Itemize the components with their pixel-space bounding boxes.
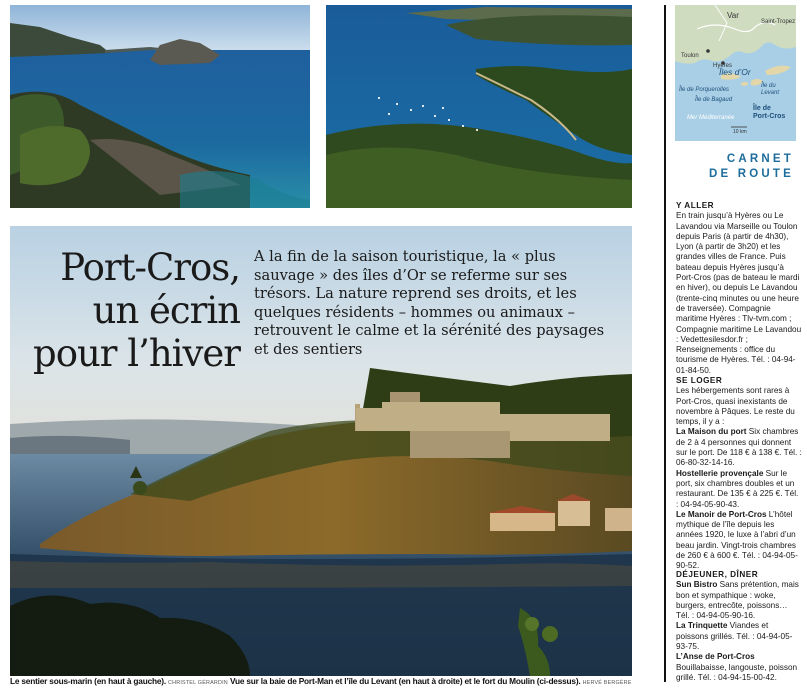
caption-part-1: Le sentier sous-marin (en haut à gauche). bbox=[10, 676, 166, 686]
map-label-mer: Mer Méditerranée bbox=[687, 115, 735, 121]
map-label-levant-line2: Levant bbox=[761, 90, 780, 96]
list-item bbox=[676, 427, 802, 468]
item-name: La Trinquette bbox=[676, 621, 728, 631]
article-title-line: un écrin bbox=[92, 289, 240, 332]
photo-caption bbox=[10, 676, 635, 686]
item-text: Viandes et poissons grillés. Tél. : 04-94-05-93-75. bbox=[676, 621, 793, 652]
caption-credit-1: CHRISTEL GÉRARDIN bbox=[168, 680, 228, 686]
item-name: L’Anse de Port-Cros bbox=[676, 652, 755, 662]
item-name: Sun Bistro bbox=[676, 580, 718, 590]
article-title-line: pour l’hiver bbox=[33, 332, 240, 375]
article-title bbox=[30, 246, 240, 375]
section-diner bbox=[676, 570, 802, 683]
locator-map bbox=[675, 5, 796, 141]
item-text: Bouillabaisse, langouste, poisson grillé. Tél. : 04-94-15-00-42. bbox=[676, 662, 798, 682]
article-title-line: Port-Cros, bbox=[60, 246, 240, 289]
map-label-port-cros bbox=[753, 105, 785, 121]
map-label-port-cros-line2: Port-Cros bbox=[753, 113, 786, 120]
list-item bbox=[676, 510, 802, 572]
map-label-var: Var bbox=[727, 11, 739, 20]
carnet-header bbox=[676, 152, 794, 181]
map-label-levant-line1: Île du bbox=[761, 83, 776, 89]
map-label-hyeres: Hyères bbox=[713, 63, 733, 69]
section-heading: SE LOGER bbox=[676, 376, 723, 385]
article-chapo: A la fin de la saison touristique, la « plus sauvage » des îles d’Or se referme sur ses trésors. La nature reprend ses droits, et les quelques résidents – hommes ou animaux – retrouvent le calme et la sérénité des paysages et des sentiers bbox=[254, 248, 605, 358]
photo-sentier-sous-marin bbox=[10, 5, 310, 208]
list-item bbox=[676, 580, 802, 621]
item-text: Six chambres de 2 à 4 personnes qui donnent sur le port. De 118 € à 138 €. Tél. : 06-80-32-14-16. bbox=[676, 427, 802, 468]
section-aller bbox=[676, 201, 802, 376]
map-label-levant bbox=[761, 83, 779, 97]
section-text: En train jusqu’à Hyères ou Le Lavandou via Marseille ou Toulon depuis Paris (à partir de 4h30), Lyon (à partir de 3h20) et les grandes villes de France. Puis bateau depuis Hyères jusqu’à Port-Cros (pas de bateau le mardi en hiver), ou depuis Le Lavandou (trente-cinq minutes ou une heure de traversée). Compagnie maritime Hyères : Tlv-tvm.com ; Compagnie maritime Le Lavandou : Vedettesilesdor.fr ; Renseignements : office du tourisme de Hyères. Tél. : 04-94-01-84-50. bbox=[676, 211, 802, 375]
photo-baie-port-man bbox=[326, 5, 632, 208]
map-label-port-cros-line1: Île de bbox=[753, 105, 771, 112]
item-name: Le Manoir de Port-Cros bbox=[676, 509, 767, 519]
section-loger bbox=[676, 376, 802, 572]
carnet-header-line: DE ROUTE bbox=[708, 167, 794, 180]
caption-part-2: Vue sur la baie de Port-Man et l’île du Levant (en haut à droite) et le fort du Moulin (ci-dessus). bbox=[229, 676, 581, 686]
section-heading: Y ALLER bbox=[676, 201, 715, 210]
column-divider bbox=[664, 5, 666, 682]
item-name: La Maison du port bbox=[676, 427, 747, 437]
item-name: Hostellerie provençale bbox=[676, 468, 764, 478]
item-text: L’hôtel mythique de l’île depuis les années 1920, le luxe à l’abri d’un beau jardin. Vingt-trois chambres de 260 € à 600 €. Tél. : 04-94-05-90-52. bbox=[676, 509, 798, 571]
map-label-bagaud: Île de Bagaud bbox=[695, 97, 733, 103]
map-label-toulon: Toulon bbox=[681, 53, 699, 59]
item-text: Sans prétention, mais bon et sympathique : woke, burgers, entrecôte, poissons… Tél. : 04-94-05-90-16. bbox=[676, 580, 799, 621]
map-label-saint-tropez: Saint-Tropez bbox=[761, 19, 796, 25]
caption-credit-2: HERVÉ BERGÈRE bbox=[582, 680, 632, 686]
item-text: Sur le port, six chambres doubles et un restaurant. De 135 € à 225 €. Tél. : 04-94-05-90-43. bbox=[676, 468, 799, 509]
map-label-iles-dor: Îles d’Or bbox=[719, 67, 751, 77]
map-label-porquerolles: Île de Porquerolles bbox=[679, 87, 730, 93]
map-scale: 10 km bbox=[733, 129, 747, 135]
list-item bbox=[676, 621, 802, 652]
carnet-header-line: CARNET bbox=[726, 153, 794, 165]
list-item bbox=[676, 469, 802, 510]
list-item bbox=[676, 652, 802, 683]
section-text: Les hébergements sont rares à Port-Cros, quasi inexistants de novembre à Pâques. Le reste du temps, il y a : bbox=[676, 386, 795, 427]
section-heading: DÉJEUNER, DÎNER bbox=[676, 570, 759, 579]
